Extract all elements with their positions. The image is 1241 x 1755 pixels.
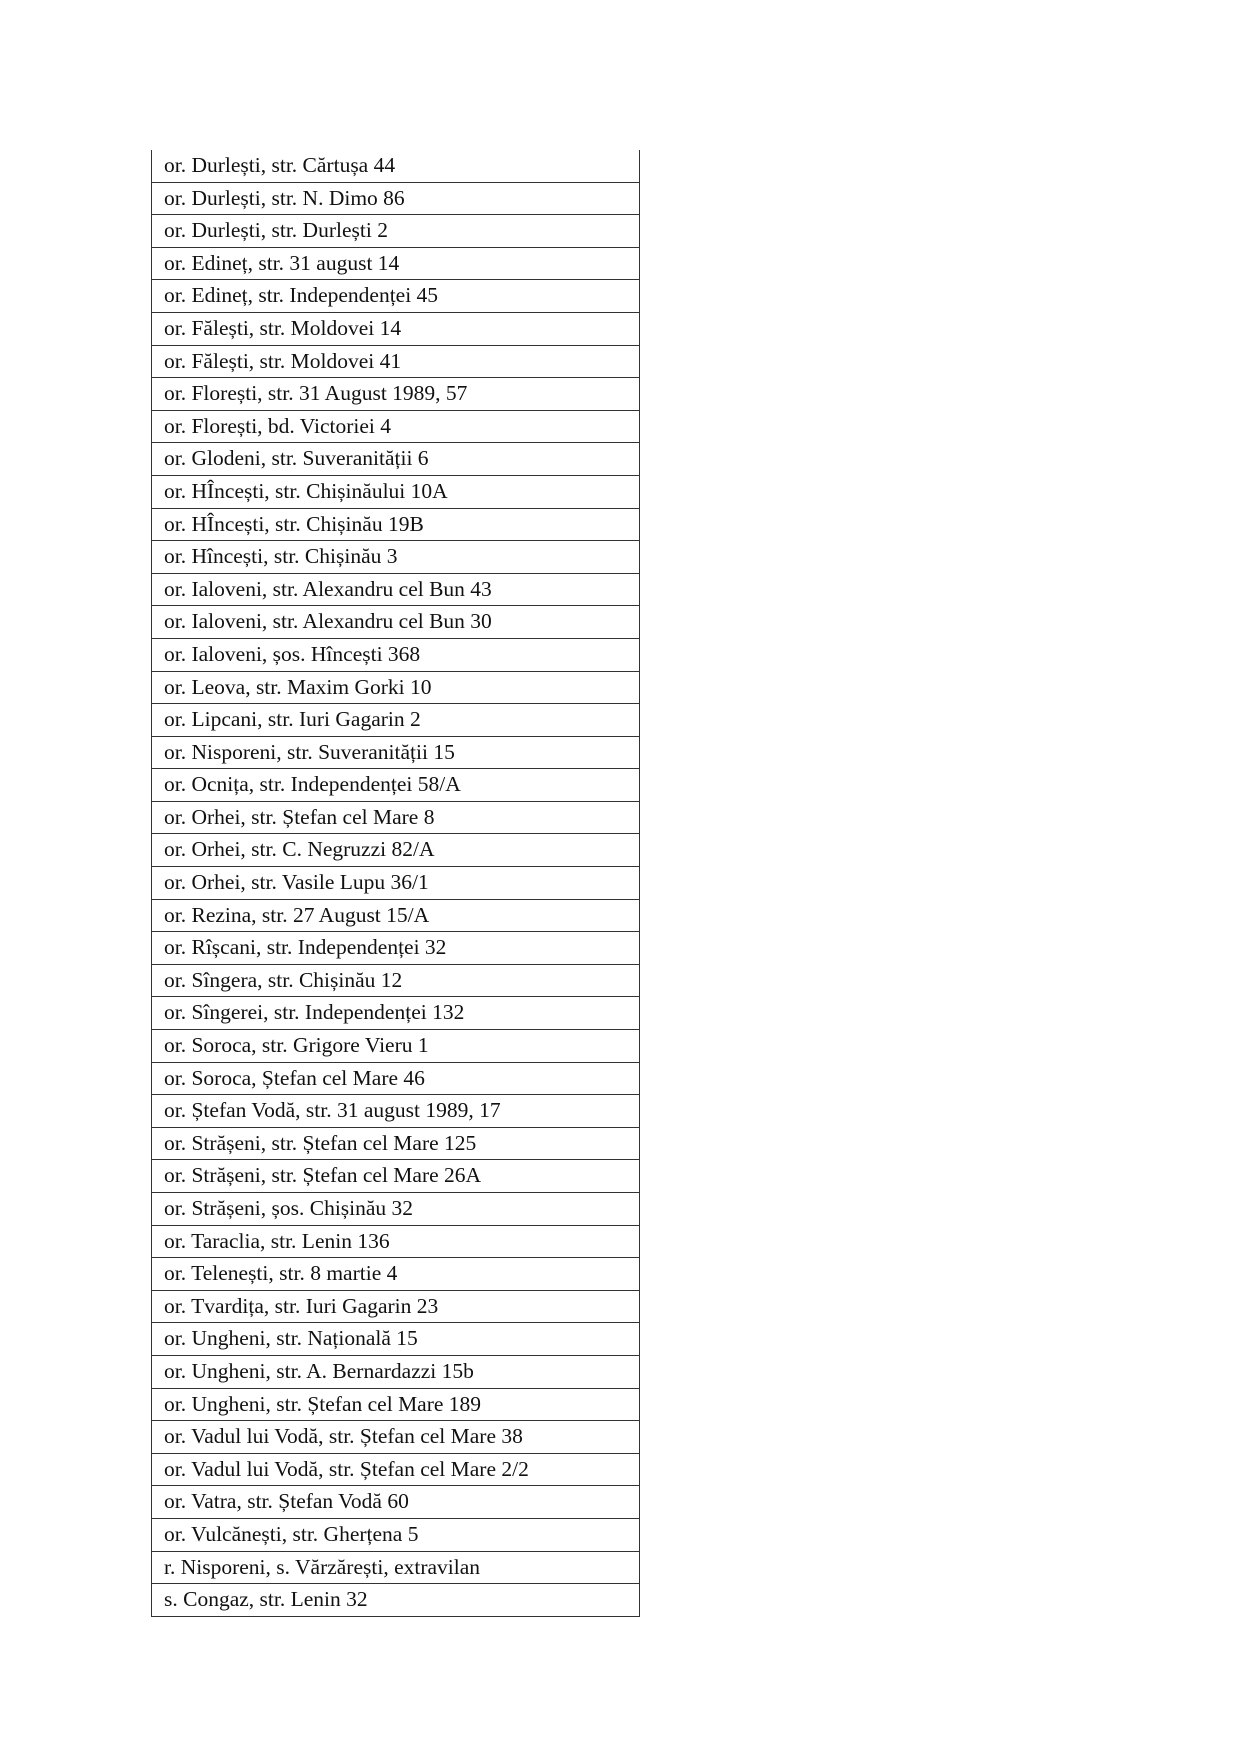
address-cell: s. Congaz, str. Lenin 32	[152, 1584, 640, 1617]
address-cell: or. Ungheni, str. Națională 15	[152, 1323, 640, 1356]
table-row	[152, 508, 640, 541]
address-cell: or. Durlești, str. Durlești 2	[152, 215, 640, 248]
address-cell: or. HÎncești, str. Chișinău 19B	[152, 508, 640, 541]
table-row	[152, 1290, 640, 1323]
table-row	[152, 606, 640, 639]
table-row	[152, 443, 640, 476]
address-cell: or. Vadul lui Vodă, str. Ștefan cel Mare 38	[152, 1421, 640, 1454]
table-row	[152, 541, 640, 574]
address-cell: or. Taraclia, str. Lenin 136	[152, 1225, 640, 1258]
table-row	[152, 1030, 640, 1063]
table-row	[152, 215, 640, 248]
address-cell: or. Soroca, str. Grigore Vieru 1	[152, 1030, 640, 1063]
table-row	[152, 1127, 640, 1160]
table-row	[152, 247, 640, 280]
table-row	[152, 964, 640, 997]
table-row	[152, 1518, 640, 1551]
address-cell: or. Vulcănești, str. Gherțena 5	[152, 1518, 640, 1551]
table-row	[152, 1551, 640, 1584]
address-cell: or. Soroca, Ștefan cel Mare 46	[152, 1062, 640, 1095]
address-cell: or. Ocnița, str. Independenței 58/A	[152, 769, 640, 802]
address-cell: or. HÎncești, str. Chișinăului 10A	[152, 475, 640, 508]
address-cell: or. Ialoveni, str. Alexandru cel Bun 43	[152, 573, 640, 606]
address-cell: or. Ungheni, str. A. Bernardazzi 15b	[152, 1355, 640, 1388]
table-row	[152, 704, 640, 737]
table-row	[152, 1323, 640, 1356]
address-cell: or. Sîngera, str. Chișinău 12	[152, 964, 640, 997]
address-cell: or. Ungheni, str. Ștefan cel Mare 189	[152, 1388, 640, 1421]
table-row	[152, 1453, 640, 1486]
table-row	[152, 1095, 640, 1128]
address-cell: or. Tvardița, str. Iuri Gagarin 23	[152, 1290, 640, 1323]
table-row	[152, 1193, 640, 1226]
table-row	[152, 1258, 640, 1291]
address-table-body	[152, 150, 640, 1616]
address-cell: or. Florești, bd. Victoriei 4	[152, 410, 640, 443]
table-row	[152, 573, 640, 606]
address-cell: or. Telenești, str. 8 martie 4	[152, 1258, 640, 1291]
address-cell: or. Ștefan Vodă, str. 31 august 1989, 17	[152, 1095, 640, 1128]
address-cell: or. Strășeni, str. Ștefan cel Mare 26A	[152, 1160, 640, 1193]
address-cell: or. Fălești, str. Moldovei 14	[152, 312, 640, 345]
address-cell: or. Durlești, str. Cărtușa 44	[152, 150, 640, 182]
table-row	[152, 1584, 640, 1617]
table-row	[152, 1355, 640, 1388]
address-table	[151, 150, 640, 1617]
address-cell: or. Leova, str. Maxim Gorki 10	[152, 671, 640, 704]
address-cell: or. Lipcani, str. Iuri Gagarin 2	[152, 704, 640, 737]
address-cell: or. Ialoveni, str. Alexandru cel Bun 30	[152, 606, 640, 639]
table-row	[152, 1388, 640, 1421]
table-row	[152, 834, 640, 867]
table-row	[152, 280, 640, 313]
address-cell: or. Ialoveni, șos. Hîncești 368	[152, 638, 640, 671]
address-cell: or. Glodeni, str. Suveranității 6	[152, 443, 640, 476]
table-row	[152, 769, 640, 802]
address-cell: or. Hîncești, str. Chișinău 3	[152, 541, 640, 574]
address-cell: or. Rezina, str. 27 August 15/A	[152, 899, 640, 932]
table-row	[152, 345, 640, 378]
address-cell: or. Edineț, str. 31 august 14	[152, 247, 640, 280]
address-cell: or. Orhei, str. Ștefan cel Mare 8	[152, 801, 640, 834]
table-row	[152, 312, 640, 345]
table-row	[152, 410, 640, 443]
table-row	[152, 1225, 640, 1258]
table-row	[152, 378, 640, 411]
address-cell: or. Florești, str. 31 August 1989, 57	[152, 378, 640, 411]
table-row	[152, 997, 640, 1030]
address-cell: or. Edineț, str. Independenței 45	[152, 280, 640, 313]
address-cell: or. Strășeni, str. Ștefan cel Mare 125	[152, 1127, 640, 1160]
table-row	[152, 801, 640, 834]
table-row	[152, 899, 640, 932]
address-cell: or. Vadul lui Vodă, str. Ștefan cel Mare 2/2	[152, 1453, 640, 1486]
address-cell: r. Nisporeni, s. Vărzărești, extravilan	[152, 1551, 640, 1584]
table-row	[152, 1486, 640, 1519]
table-row	[152, 1062, 640, 1095]
table-row	[152, 1160, 640, 1193]
address-cell: or. Orhei, str. C. Negruzzi 82/A	[152, 834, 640, 867]
table-row	[152, 182, 640, 215]
address-cell: or. Sîngerei, str. Independenței 132	[152, 997, 640, 1030]
table-row	[152, 638, 640, 671]
table-row	[152, 932, 640, 965]
address-cell: or. Nisporeni, str. Suveranității 15	[152, 736, 640, 769]
address-cell: or. Orhei, str. Vasile Lupu 36/1	[152, 867, 640, 900]
table-row	[152, 1421, 640, 1454]
table-row	[152, 736, 640, 769]
address-cell: or. Vatra, str. Ștefan Vodă 60	[152, 1486, 640, 1519]
table-row	[152, 150, 640, 182]
table-row	[152, 671, 640, 704]
address-cell: or. Durlești, str. N. Dimo 86	[152, 182, 640, 215]
table-row	[152, 867, 640, 900]
address-cell: or. Fălești, str. Moldovei 41	[152, 345, 640, 378]
address-cell: or. Strășeni, șos. Chișinău 32	[152, 1193, 640, 1226]
table-row	[152, 475, 640, 508]
address-cell: or. Rîșcani, str. Independenței 32	[152, 932, 640, 965]
